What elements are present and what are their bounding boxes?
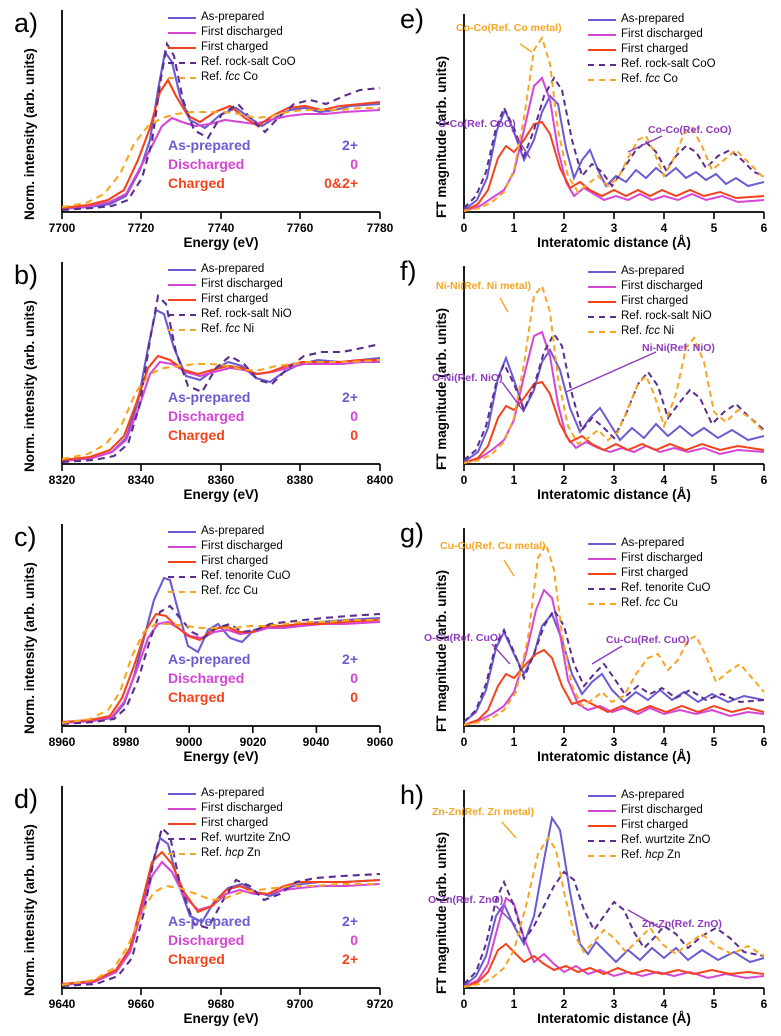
legend-label-ref-metal: Ref. hcp Zn bbox=[201, 847, 261, 859]
panel-h-annotation-metal: Zn-Zn(Ref. Zn metal) bbox=[432, 806, 535, 818]
legend-label-ref-metal: Ref. fcc Co bbox=[621, 73, 678, 85]
panel-e-annotation-oxide-second-shell: Co-Co(Ref. CoO) bbox=[648, 124, 732, 136]
panel-a-xtick-1: 7720 bbox=[127, 221, 155, 235]
state-value-as-prepared: 2+ bbox=[342, 389, 358, 405]
panel-d bbox=[0, 776, 392, 1031]
panel-a-ylabel: Norm. intensity (arb. units) bbox=[22, 48, 37, 220]
panel-h-annotation-oxide-first-shell: O-Zn(Ref. ZnO) bbox=[428, 894, 504, 906]
panel-h-xtick-6: 6 bbox=[760, 997, 768, 1011]
panel-d-xtick-0: 9640 bbox=[48, 997, 76, 1011]
legend-label-ref-oxide: Ref. rock-salt NiO bbox=[201, 308, 292, 320]
panel-e bbox=[392, 0, 781, 250]
legend-swatch-as-prepared bbox=[588, 271, 616, 273]
panel-f-annotation-metal: Ni-Ni(Ref. Ni metal) bbox=[436, 280, 532, 292]
legend-swatch-as-prepared bbox=[588, 543, 616, 545]
state-name-discharged: Discharged bbox=[168, 156, 245, 172]
panel-a-tag: a) bbox=[14, 8, 39, 38]
legend-label-as-prepared: As-prepared bbox=[201, 787, 265, 799]
panel-d-state-table bbox=[168, 912, 358, 969]
panel-g-xtick-3: 3 bbox=[610, 735, 618, 749]
state-name-as-prepared: As-prepared bbox=[168, 913, 251, 929]
panel-e-xlabel: Interatomic distance (Å) bbox=[537, 235, 691, 250]
panel-h-legend bbox=[588, 788, 710, 863]
panel-e-xtick-6: 6 bbox=[760, 221, 768, 235]
panel-b-xtick-1: 8340 bbox=[127, 473, 155, 487]
legend-swatch-ref-metal bbox=[168, 591, 196, 593]
legend-label-first-discharged: First discharged bbox=[621, 28, 703, 40]
legend-label-ref-oxide: Ref. wurtzite ZnO bbox=[621, 834, 711, 846]
legend-swatch-first-charged bbox=[168, 823, 196, 825]
legend-label-first-charged: First charged bbox=[201, 41, 269, 53]
panel-e-xtick-4: 4 bbox=[660, 221, 668, 235]
legend-label-ref-metal: Ref. fcc Co bbox=[201, 71, 258, 83]
legend-label-ref-metal: Ref. hcp Zn bbox=[621, 849, 681, 861]
legend-swatch-first-discharged bbox=[588, 286, 616, 288]
panel-h-tag: h) bbox=[400, 780, 425, 810]
panel-g-annotation-oxide-second-shell: Cu-Cu(Ref. CuO) bbox=[606, 634, 690, 646]
panel-c-ylabel: Norm. intensity (arb. units) bbox=[22, 562, 37, 734]
panel-c-xlabel: Energy (eV) bbox=[183, 749, 259, 764]
legend-swatch-first-charged bbox=[168, 47, 196, 49]
legend-swatch-as-prepared bbox=[588, 19, 616, 21]
legend-label-as-prepared: As-prepared bbox=[201, 11, 265, 23]
panel-h-xlabel: Interatomic distance (Å) bbox=[537, 1011, 691, 1026]
panel-f-xlabel: Interatomic distance (Å) bbox=[537, 487, 691, 502]
state-name-as-prepared: As-prepared bbox=[168, 137, 251, 153]
panel-f-annotation-oxide-first-shell: O-Ni(Ref. NiO) bbox=[432, 372, 503, 384]
legend-swatch-first-discharged bbox=[588, 558, 616, 560]
legend-swatch-ref-metal bbox=[588, 79, 616, 81]
panel-b bbox=[0, 252, 392, 502]
panel-g-annotation-metal: Cu-Cu(Ref. Cu metal) bbox=[440, 540, 546, 552]
panel-f-xtick-6: 6 bbox=[760, 473, 768, 487]
panel-h-xtick-2: 2 bbox=[560, 997, 568, 1011]
panel-f bbox=[392, 252, 781, 502]
panel-f-legend bbox=[588, 264, 712, 339]
panel-d-legend bbox=[168, 786, 290, 861]
legend-swatch-first-charged bbox=[168, 561, 196, 563]
legend-swatch-ref-metal bbox=[588, 603, 616, 605]
panel-c-tag: c) bbox=[14, 522, 37, 552]
legend-label-first-discharged: First discharged bbox=[201, 26, 283, 38]
panel-h bbox=[392, 776, 781, 1031]
panel-d-ylabel: Norm. intensity (arb. units) bbox=[22, 824, 37, 996]
state-name-charged: Charged bbox=[168, 951, 225, 967]
panel-b-xtick-2: 8360 bbox=[207, 473, 235, 487]
legend-swatch-first-charged bbox=[588, 301, 616, 303]
panel-f-xtick-0: 0 bbox=[460, 473, 468, 487]
panel-a-xtick-3: 7760 bbox=[286, 221, 314, 235]
panel-d-xlabel: Energy (eV) bbox=[183, 1011, 259, 1026]
panel-b-xlabel: Energy (eV) bbox=[183, 487, 259, 502]
panel-g-legend bbox=[588, 536, 710, 611]
legend-swatch-ref-metal bbox=[168, 77, 196, 79]
state-name-as-prepared: As-prepared bbox=[168, 651, 251, 667]
legend-label-ref-oxide: Ref. tenorite CuO bbox=[621, 582, 711, 594]
legend-label-as-prepared: As-prepared bbox=[201, 525, 265, 537]
state-value-charged: 0 bbox=[350, 427, 358, 443]
legend-label-first-charged: First charged bbox=[201, 555, 269, 567]
legend-swatch-ref-oxide bbox=[588, 316, 616, 318]
legend-swatch-ref-oxide bbox=[168, 838, 196, 840]
state-value-charged: 2+ bbox=[342, 951, 358, 967]
panel-a bbox=[0, 0, 392, 250]
panel-g-xtick-1: 1 bbox=[510, 735, 518, 749]
panel-e-xtick-0: 0 bbox=[460, 221, 468, 235]
legend-label-ref-metal: Ref. fcc Ni bbox=[201, 323, 255, 335]
state-name-charged: Charged bbox=[168, 175, 225, 191]
panel-c-xtick-2: 9000 bbox=[175, 735, 203, 749]
legend-swatch-as-prepared bbox=[588, 795, 616, 797]
legend-label-ref-oxide: Ref. rock-salt NiO bbox=[621, 310, 712, 322]
panel-f-xtick-3: 3 bbox=[610, 473, 618, 487]
legend-label-ref-oxide: Ref. tenorite CuO bbox=[201, 570, 291, 582]
legend-swatch-as-prepared bbox=[168, 17, 196, 19]
panel-e-xtick-1: 1 bbox=[510, 221, 518, 235]
legend-label-first-discharged: First discharged bbox=[621, 552, 703, 564]
panel-c-state-table bbox=[168, 650, 358, 707]
legend-label-as-prepared: As-prepared bbox=[621, 537, 685, 549]
panel-h-xtick-4: 4 bbox=[660, 997, 668, 1011]
state-value-charged: 0 bbox=[350, 689, 358, 705]
panel-c-xtick-3: 9020 bbox=[239, 735, 267, 749]
legend-label-first-charged: First charged bbox=[621, 567, 689, 579]
panel-d-xtick-4: 9720 bbox=[366, 997, 394, 1011]
legend-swatch-first-discharged bbox=[588, 810, 616, 812]
panel-e-xtick-5: 5 bbox=[710, 221, 718, 235]
panel-c-xtick-0: 8960 bbox=[48, 735, 76, 749]
panel-f-ylabel: FT magnitude (arb. units) bbox=[434, 308, 449, 470]
panel-f-tag: f) bbox=[400, 256, 417, 286]
legend-swatch-as-prepared bbox=[168, 531, 196, 533]
panel-g-xtick-4: 4 bbox=[660, 735, 668, 749]
legend-label-first-charged: First charged bbox=[621, 295, 689, 307]
legend-label-ref-oxide: Ref. rock-salt CoO bbox=[201, 56, 296, 68]
panel-g-xtick-5: 5 bbox=[710, 735, 718, 749]
panel-f-xtick-1: 1 bbox=[510, 473, 518, 487]
legend-label-first-discharged: First discharged bbox=[621, 804, 703, 816]
panel-d-xtick-2: 9680 bbox=[207, 997, 235, 1011]
state-value-charged: 0&2+ bbox=[324, 175, 358, 191]
panel-g-xtick-2: 2 bbox=[560, 735, 568, 749]
state-name-charged: Charged bbox=[168, 689, 225, 705]
legend-swatch-ref-metal bbox=[588, 855, 616, 857]
panel-h-xtick-3: 3 bbox=[610, 997, 618, 1011]
state-name-as-prepared: As-prepared bbox=[168, 389, 251, 405]
legend-swatch-as-prepared bbox=[168, 793, 196, 795]
legend-swatch-ref-metal bbox=[588, 331, 616, 333]
legend-label-first-discharged: First discharged bbox=[201, 278, 283, 290]
panel-b-xtick-3: 8380 bbox=[286, 473, 314, 487]
panel-g-annotation-oxide-first-shell: O-Cu(Ref. CuO) bbox=[424, 632, 502, 644]
panel-h-xtick-0: 0 bbox=[460, 997, 468, 1011]
legend-swatch-first-discharged bbox=[168, 808, 196, 810]
legend-label-as-prepared: As-prepared bbox=[621, 265, 685, 277]
legend-swatch-first-charged bbox=[168, 299, 196, 301]
panel-c-xtick-1: 8980 bbox=[112, 735, 140, 749]
legend-swatch-ref-metal bbox=[168, 329, 196, 331]
panel-g-xtick-6: 6 bbox=[760, 735, 768, 749]
panel-c-xtick-4: 9040 bbox=[302, 735, 330, 749]
legend-label-as-prepared: As-prepared bbox=[621, 13, 685, 25]
panel-b-legend bbox=[168, 262, 292, 337]
panel-e-tag: e) bbox=[400, 4, 425, 34]
legend-label-ref-metal: Ref. fcc Cu bbox=[201, 585, 258, 597]
panel-c bbox=[0, 514, 392, 764]
legend-label-ref-oxide: Ref. rock-salt CoO bbox=[621, 58, 716, 70]
panel-b-state-table bbox=[168, 388, 358, 445]
legend-swatch-first-discharged bbox=[168, 284, 196, 286]
panel-e-legend bbox=[588, 12, 716, 87]
panel-g-ylabel: FT magnitude (arb. units) bbox=[434, 570, 449, 732]
legend-label-ref-oxide: Ref. wurtzite ZnO bbox=[201, 832, 291, 844]
state-value-as-prepared: 2+ bbox=[342, 651, 358, 667]
legend-swatch-ref-oxide bbox=[588, 588, 616, 590]
panel-h-xtick-5: 5 bbox=[710, 997, 718, 1011]
panel-h-annotation-oxide-second-shell: Zn-Zn(Ref. ZnO) bbox=[642, 918, 722, 930]
panel-e-xtick-2: 2 bbox=[560, 221, 568, 235]
panel-e-annotation-oxide-first-shell: O-Co(Ref. CoO) bbox=[438, 118, 516, 130]
panel-a-legend bbox=[168, 10, 296, 85]
panel-d-tag: d) bbox=[14, 784, 39, 814]
legend-swatch-ref-oxide bbox=[168, 62, 196, 64]
legend-swatch-ref-oxide bbox=[588, 840, 616, 842]
legend-label-first-charged: First charged bbox=[201, 293, 269, 305]
legend-swatch-ref-oxide bbox=[168, 576, 196, 578]
state-name-discharged: Discharged bbox=[168, 670, 245, 686]
panel-b-xtick-4: 8400 bbox=[366, 473, 394, 487]
panel-a-xtick-4: 7780 bbox=[366, 221, 394, 235]
panel-g-xlabel: Interatomic distance (Å) bbox=[537, 749, 691, 764]
legend-label-first-charged: First charged bbox=[621, 819, 689, 831]
legend-swatch-ref-metal bbox=[168, 853, 196, 855]
state-value-as-prepared: 2+ bbox=[342, 913, 358, 929]
panel-f-xtick-2: 2 bbox=[560, 473, 568, 487]
panel-g bbox=[392, 514, 781, 764]
state-value-discharged: 0 bbox=[350, 156, 358, 172]
panel-d-xtick-1: 9660 bbox=[127, 997, 155, 1011]
legend-swatch-first-discharged bbox=[168, 546, 196, 548]
panel-a-state-table bbox=[168, 136, 358, 193]
legend-swatch-as-prepared bbox=[168, 269, 196, 271]
panel-a-xtick-2: 7740 bbox=[207, 221, 235, 235]
panel-e-annotation-metal: Co-Co(Ref. Co metal) bbox=[456, 22, 562, 34]
panel-a-xlabel: Energy (eV) bbox=[183, 235, 259, 250]
legend-swatch-first-charged bbox=[588, 49, 616, 51]
state-name-discharged: Discharged bbox=[168, 408, 245, 424]
legend-swatch-first-discharged bbox=[588, 34, 616, 36]
panel-b-xtick-0: 8320 bbox=[48, 473, 76, 487]
legend-swatch-first-discharged bbox=[168, 32, 196, 34]
panel-e-ylabel: FT magnitude (arb. units) bbox=[434, 56, 449, 218]
panel-g-xtick-0: 0 bbox=[460, 735, 468, 749]
panel-f-xtick-5: 5 bbox=[710, 473, 718, 487]
legend-label-first-discharged: First discharged bbox=[621, 280, 703, 292]
legend-label-first-charged: First charged bbox=[621, 43, 689, 55]
legend-swatch-first-charged bbox=[588, 573, 616, 575]
panel-f-annotation-oxide-second-shell: Ni-Ni(Ref. NiO) bbox=[642, 342, 715, 354]
panel-e-xtick-3: 3 bbox=[610, 221, 618, 235]
panel-a-xtick-0: 7700 bbox=[48, 221, 76, 235]
panel-c-xtick-5: 9060 bbox=[366, 735, 394, 749]
panel-h-ylabel: FT magnitude (arb. units) bbox=[434, 832, 449, 994]
state-value-discharged: 0 bbox=[350, 932, 358, 948]
legend-label-as-prepared: As-prepared bbox=[621, 789, 685, 801]
legend-label-first-charged: First charged bbox=[201, 817, 269, 829]
panel-f-xtick-4: 4 bbox=[660, 473, 668, 487]
panel-g-tag: g) bbox=[400, 518, 425, 548]
state-value-discharged: 0 bbox=[350, 408, 358, 424]
state-value-discharged: 0 bbox=[350, 670, 358, 686]
state-name-discharged: Discharged bbox=[168, 932, 245, 948]
legend-label-ref-metal: Ref. fcc Cu bbox=[621, 597, 678, 609]
panel-c-legend bbox=[168, 524, 290, 599]
panel-h-xtick-1: 1 bbox=[510, 997, 518, 1011]
panel-b-ylabel: Norm. intensity (arb. units) bbox=[22, 300, 37, 472]
legend-swatch-ref-oxide bbox=[168, 314, 196, 316]
panel-d-xtick-3: 9700 bbox=[286, 997, 314, 1011]
legend-label-as-prepared: As-prepared bbox=[201, 263, 265, 275]
state-name-charged: Charged bbox=[168, 427, 225, 443]
panel-b-tag: b) bbox=[14, 260, 39, 290]
legend-label-first-discharged: First discharged bbox=[201, 802, 283, 814]
legend-label-ref-metal: Ref. fcc Ni bbox=[621, 325, 675, 337]
state-value-as-prepared: 2+ bbox=[342, 137, 358, 153]
legend-swatch-ref-oxide bbox=[588, 64, 616, 66]
legend-label-first-discharged: First discharged bbox=[201, 540, 283, 552]
legend-swatch-first-charged bbox=[588, 825, 616, 827]
